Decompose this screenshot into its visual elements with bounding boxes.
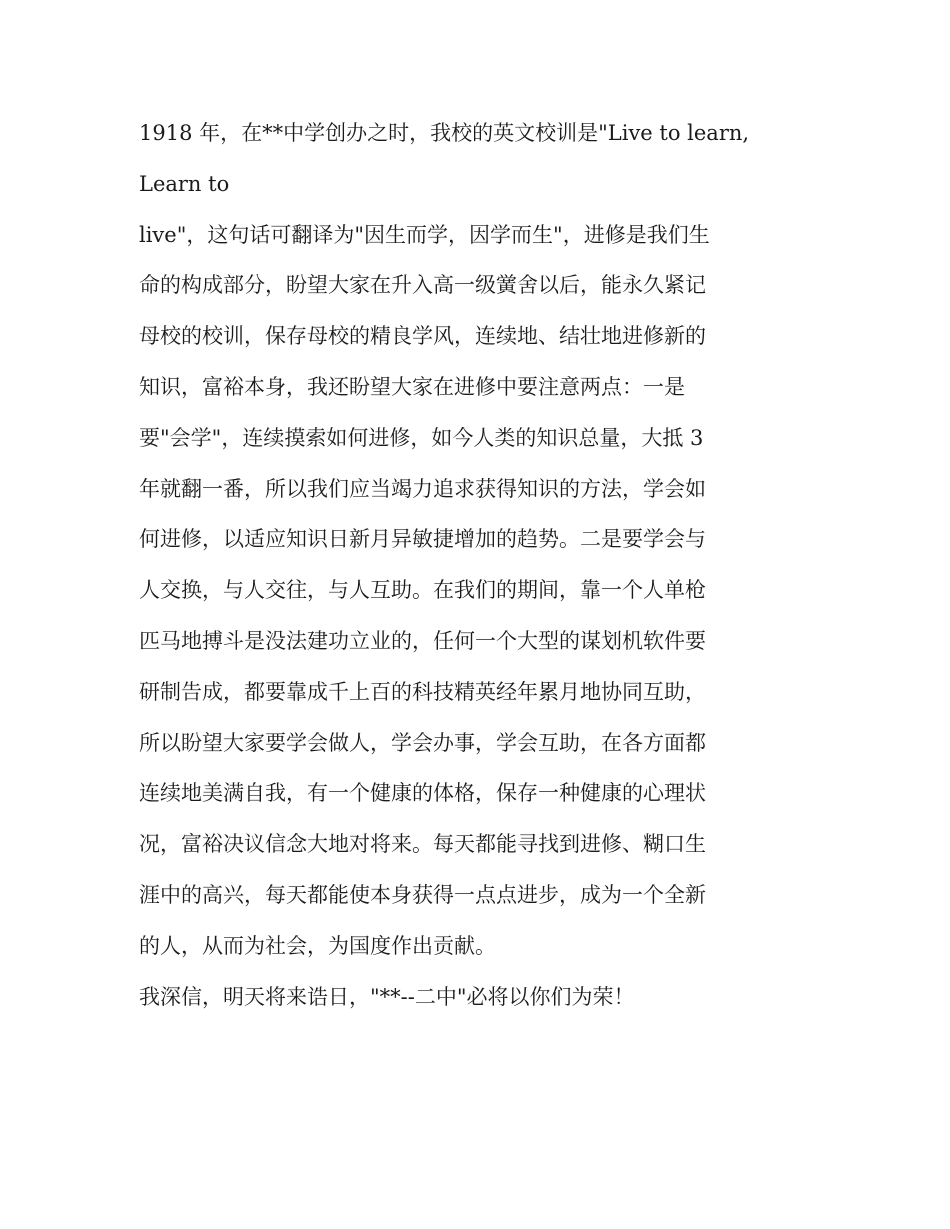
text-line: 人交换，与人交往，与人互助。在我们的期间，靠一个人单枪	[139, 578, 706, 603]
text-line: 所以盼望大家要学会做人，学会办事，学会互助，在各方面都	[139, 730, 706, 755]
text-line: 何进修，以适应知识日新月异敏捷增加的趋势。二是要学会与	[139, 527, 706, 552]
text-line: 匹马地搏斗是没法建功立业的，任何一个大型的谋划机软件要	[139, 628, 706, 653]
text-line: 知识，富裕本身，我还盼望大家在进修中要注意两点：一是	[139, 374, 685, 399]
text-line: 命的构成部分，盼望大家在升入高一级黉舍以后，能永久紧记	[139, 273, 706, 298]
text-line: 我深信，明天将来诰日，"**--二中"必将以你们为荣！	[139, 984, 635, 1009]
document-body	[139, 108, 819, 1022]
text-line: 母校的校训，保存母校的精良学风，连续地、结壮地进修新的	[139, 324, 706, 349]
text-line: live"，这句话可翻译为"因生而学，因学而生"，进修是我们生	[139, 222, 710, 247]
text-line: 1918 年，在**中学创办之时，我校的英文校训是"Live to learn,	[139, 121, 750, 145]
text-line: Learn to	[139, 171, 230, 196]
text-line: 的人，从而为社会，为国度作出贡献。	[139, 933, 496, 958]
text-line: 连续地美满自我，有一个健康的体格，保存一种健康的心理状	[139, 781, 706, 806]
text-line: 况，富裕决议信念大地对将来。每天都能寻找到进修、糊口生	[139, 832, 706, 857]
text-line: 年就翻一番，所以我们应当竭力追求获得知识的方法，学会如	[139, 476, 706, 501]
text-line: 要"会学"，连续摸索如何进修，如今人类的知识总量，大抵 3	[139, 425, 704, 450]
text-line: 研制告成，都要靠成千上百的科技精英经年累月地协同互助，	[139, 679, 706, 704]
text-line: 涯中的高兴，每天都能使本身获得一点点进步，成为一个全新	[139, 882, 706, 907]
